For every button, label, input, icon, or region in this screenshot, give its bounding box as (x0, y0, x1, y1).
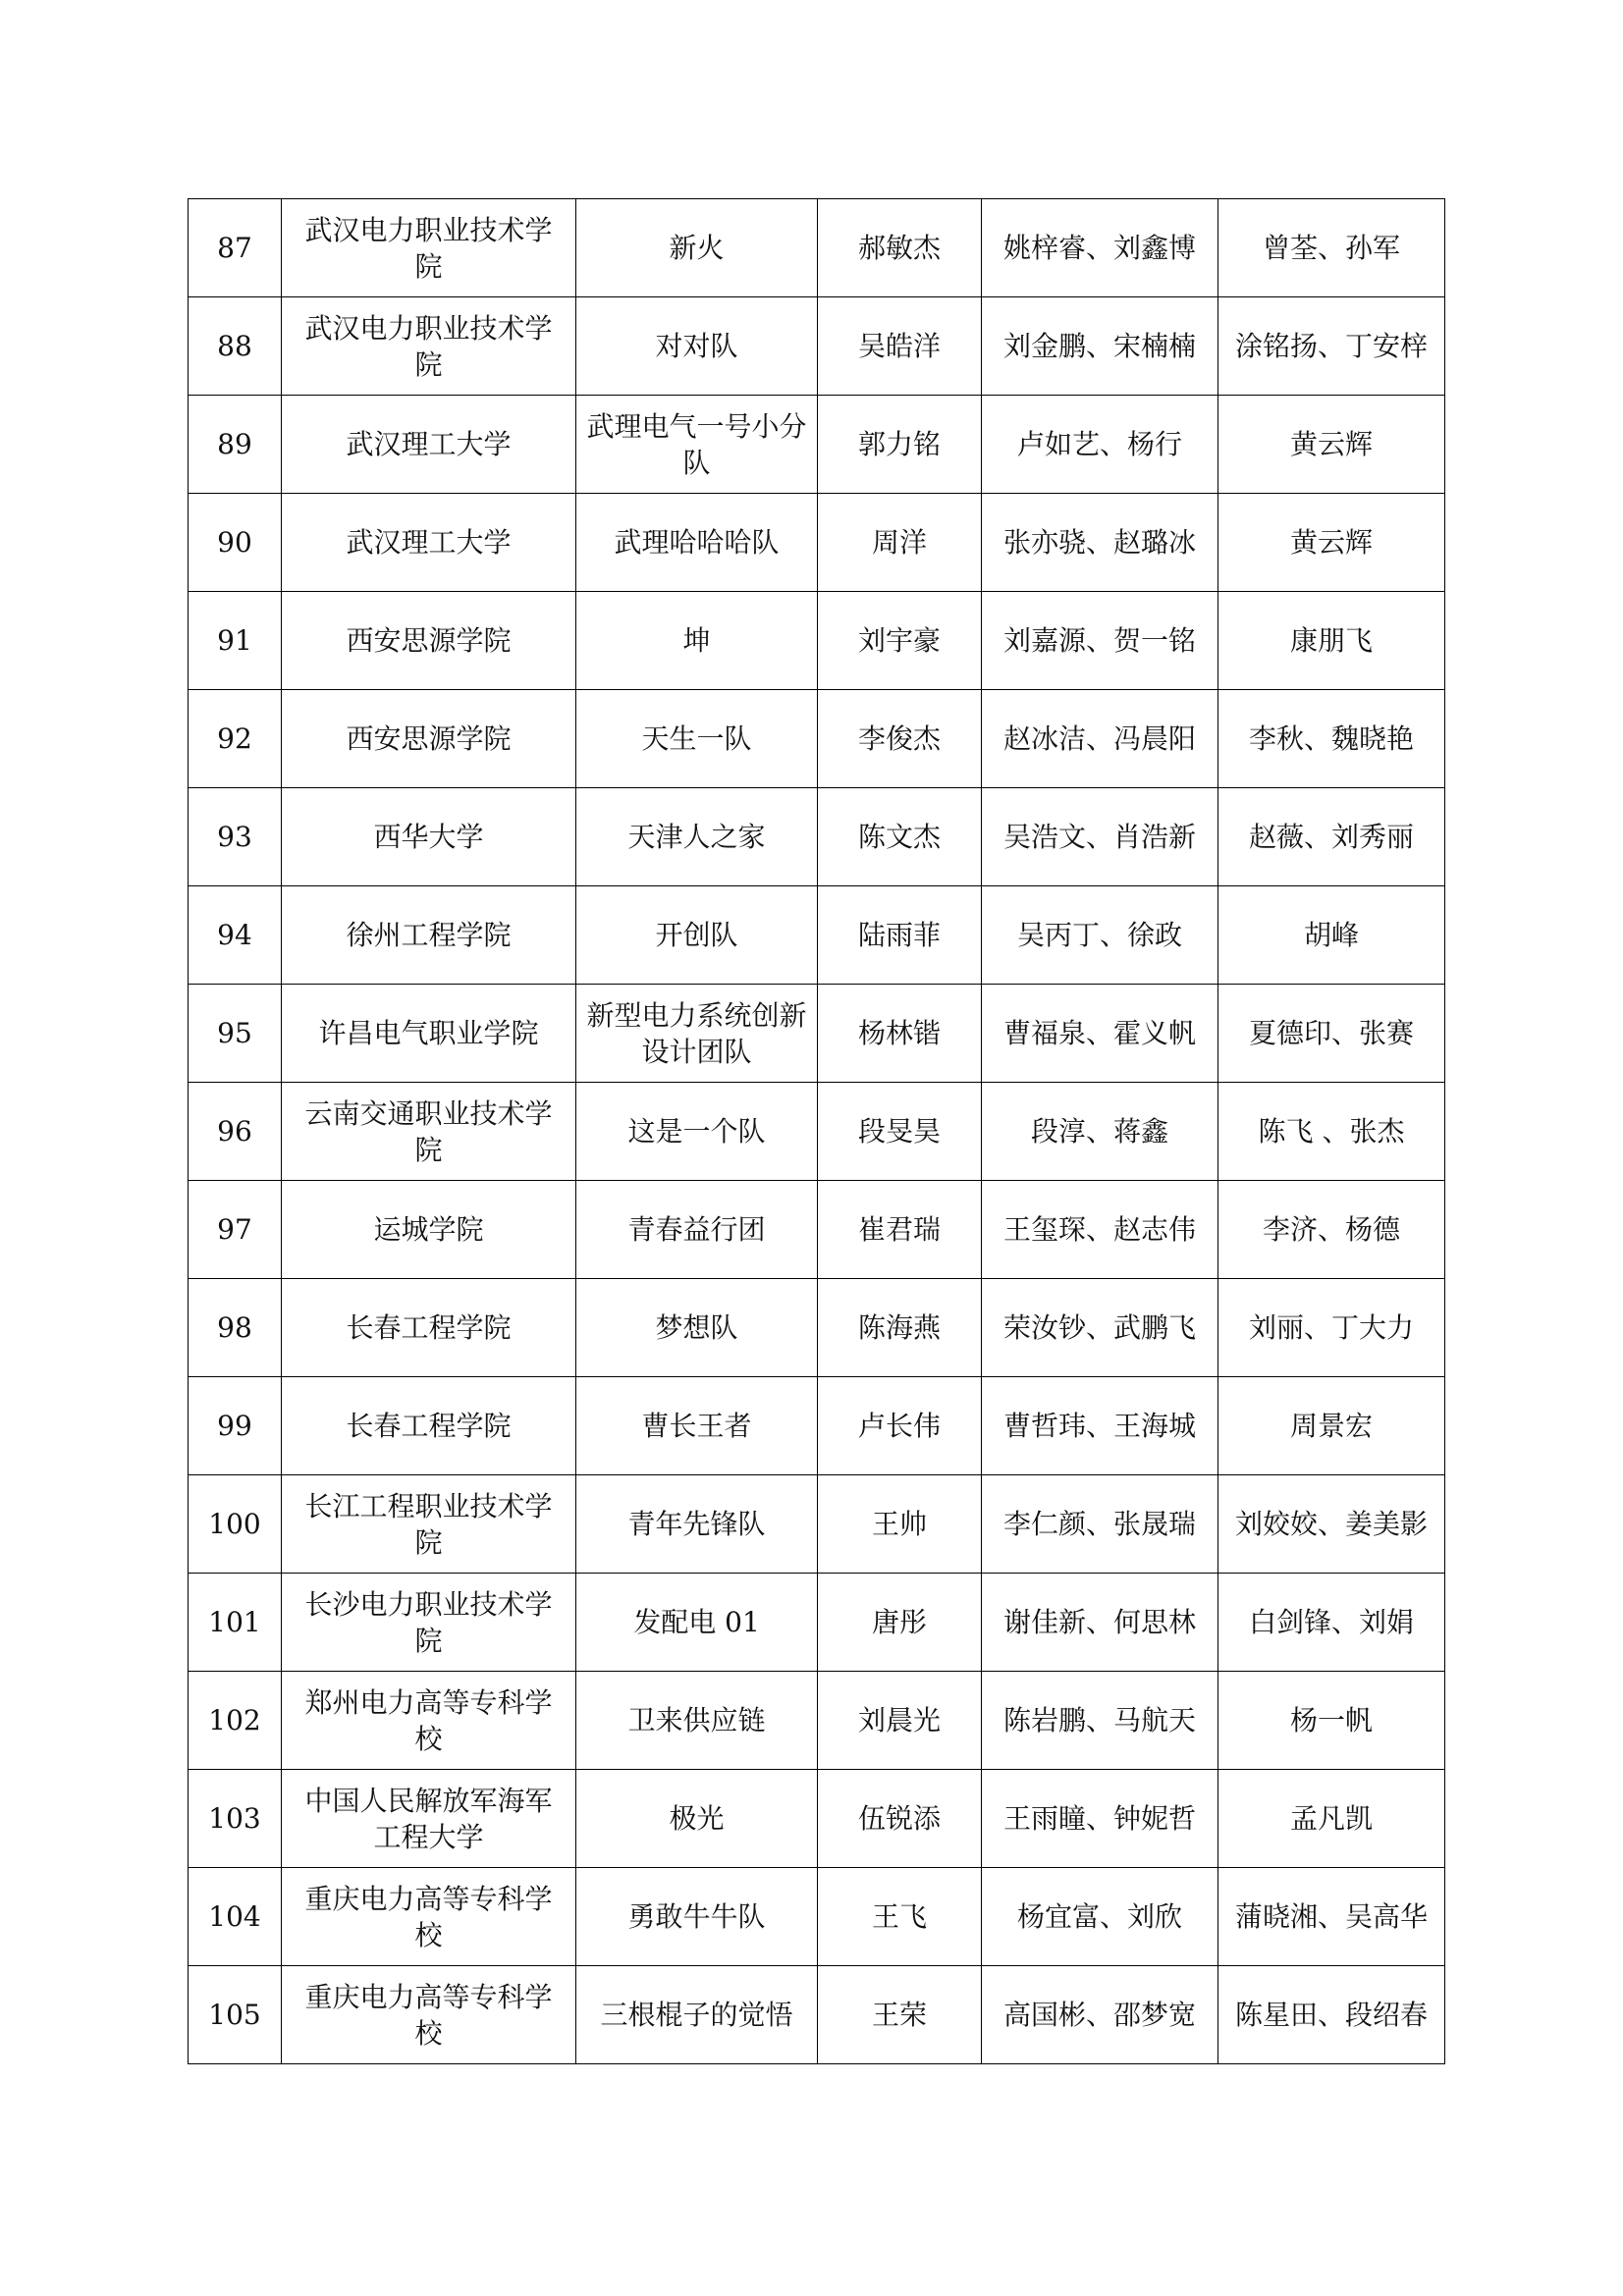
team-name-cell: 武理哈哈哈队 (576, 494, 818, 592)
team-members-cell: 高国彬、邵梦宽 (982, 1966, 1218, 2064)
team-name-cell: 天生一队 (576, 690, 818, 788)
team-leader-cell: 王飞 (818, 1868, 982, 1966)
advisors-cell: 孟凡凯 (1218, 1770, 1445, 1868)
school-cell: 西安思源学院 (282, 592, 576, 690)
school-cell: 西安思源学院 (282, 690, 576, 788)
table-row (189, 985, 1445, 1083)
team-members-cell: 杨宜富、刘欣 (982, 1868, 1218, 1966)
team-members-cell: 吴丙丁、徐政 (982, 886, 1218, 985)
team-leader-cell: 唐彤 (818, 1574, 982, 1672)
team-leader-cell: 段旻昊 (818, 1083, 982, 1181)
team-members-cell: 谢佳新、何思林 (982, 1574, 1218, 1672)
school-cell: 长春工程学院 (282, 1279, 576, 1377)
school-cell: 武汉理工大学 (282, 494, 576, 592)
table-row (189, 886, 1445, 985)
row-number-cell: 98 (189, 1279, 282, 1377)
team-leader-cell: 刘宇豪 (818, 592, 982, 690)
roster-table-body (189, 199, 1445, 2064)
advisors-cell: 胡峰 (1218, 886, 1445, 985)
team-leader-cell: 王荣 (818, 1966, 982, 2064)
advisors-cell: 李秋、魏晓艳 (1218, 690, 1445, 788)
advisors-cell: 白剑锋、刘娟 (1218, 1574, 1445, 1672)
team-members-cell: 王玺琛、赵志伟 (982, 1181, 1218, 1279)
table-row (189, 1574, 1445, 1672)
row-number-cell: 103 (189, 1770, 282, 1868)
team-members-cell: 赵冰洁、冯晨阳 (982, 690, 1218, 788)
team-name-cell: 青春益行团 (576, 1181, 818, 1279)
row-number-cell: 92 (189, 690, 282, 788)
team-leader-cell: 王帅 (818, 1475, 982, 1574)
advisors-cell: 蒲晓湘、吴高华 (1218, 1868, 1445, 1966)
team-name-cell: 新火 (576, 199, 818, 297)
row-number-cell: 105 (189, 1966, 282, 2064)
row-number-cell: 95 (189, 985, 282, 1083)
school-cell: 长春工程学院 (282, 1377, 576, 1475)
team-name-cell: 发配电 01 (576, 1574, 818, 1672)
school-cell: 武汉理工大学 (282, 396, 576, 494)
school-cell: 重庆电力高等专科学校 (282, 1868, 576, 1966)
table-row (189, 1181, 1445, 1279)
team-members-cell: 刘金鹏、宋楠楠 (982, 297, 1218, 396)
team-members-cell: 卢如艺、杨行 (982, 396, 1218, 494)
team-members-cell: 曹哲玮、王海城 (982, 1377, 1218, 1475)
row-number-cell: 87 (189, 199, 282, 297)
team-name-cell: 勇敢牛牛队 (576, 1868, 818, 1966)
table-row (189, 1672, 1445, 1770)
team-name-cell: 梦想队 (576, 1279, 818, 1377)
advisors-cell: 陈飞 、张杰 (1218, 1083, 1445, 1181)
row-number-cell: 91 (189, 592, 282, 690)
team-members-cell: 吴浩文、肖浩新 (982, 788, 1218, 886)
table-row (189, 494, 1445, 592)
school-cell: 云南交通职业技术学院 (282, 1083, 576, 1181)
team-leader-cell: 郭力铭 (818, 396, 982, 494)
team-leader-cell: 李俊杰 (818, 690, 982, 788)
team-members-cell: 刘嘉源、贺一铭 (982, 592, 1218, 690)
advisors-cell: 李济、杨德 (1218, 1181, 1445, 1279)
team-name-cell: 坤 (576, 592, 818, 690)
team-leader-cell: 卢长伟 (818, 1377, 982, 1475)
team-members-cell: 姚梓睿、刘鑫博 (982, 199, 1218, 297)
school-cell: 武汉电力职业技术学院 (282, 297, 576, 396)
row-number-cell: 94 (189, 886, 282, 985)
school-cell: 西华大学 (282, 788, 576, 886)
row-number-cell: 93 (189, 788, 282, 886)
team-members-cell: 李仁颜、张晟瑞 (982, 1475, 1218, 1574)
row-number-cell: 104 (189, 1868, 282, 1966)
row-number-cell: 100 (189, 1475, 282, 1574)
table-row (189, 1770, 1445, 1868)
row-number-cell: 88 (189, 297, 282, 396)
team-name-cell: 曹长王者 (576, 1377, 818, 1475)
team-leader-cell: 刘晨光 (818, 1672, 982, 1770)
row-number-cell: 97 (189, 1181, 282, 1279)
team-name-cell: 极光 (576, 1770, 818, 1868)
advisors-cell: 黄云辉 (1218, 494, 1445, 592)
table-row (189, 592, 1445, 690)
school-cell: 运城学院 (282, 1181, 576, 1279)
team-leader-cell: 郝敏杰 (818, 199, 982, 297)
school-cell: 长沙电力职业技术学院 (282, 1574, 576, 1672)
team-leader-cell: 陈文杰 (818, 788, 982, 886)
advisors-cell: 刘姣姣、姜美影 (1218, 1475, 1445, 1574)
table-row (189, 396, 1445, 494)
team-leader-cell: 杨林锴 (818, 985, 982, 1083)
table-row (189, 1868, 1445, 1966)
team-name-cell: 天津人之家 (576, 788, 818, 886)
row-number-cell: 102 (189, 1672, 282, 1770)
advisors-cell: 赵薇、刘秀丽 (1218, 788, 1445, 886)
team-name-cell: 武理电气一号小分队 (576, 396, 818, 494)
school-cell: 中国人民解放军海军工程大学 (282, 1770, 576, 1868)
team-members-cell: 曹福泉、霍义帆 (982, 985, 1218, 1083)
team-leader-cell: 伍锐添 (818, 1770, 982, 1868)
team-name-cell: 对对队 (576, 297, 818, 396)
school-cell: 重庆电力高等专科学校 (282, 1966, 576, 2064)
school-cell: 长江工程职业技术学院 (282, 1475, 576, 1574)
row-number-cell: 99 (189, 1377, 282, 1475)
team-roster-table (188, 198, 1445, 2064)
team-name-cell: 这是一个队 (576, 1083, 818, 1181)
table-row (189, 1475, 1445, 1574)
advisors-cell: 康朋飞 (1218, 592, 1445, 690)
table-row (189, 788, 1445, 886)
team-members-cell: 王雨瞳、钟妮哲 (982, 1770, 1218, 1868)
team-leader-cell: 吴皓洋 (818, 297, 982, 396)
table-row (189, 690, 1445, 788)
row-number-cell: 89 (189, 396, 282, 494)
team-name-cell: 开创队 (576, 886, 818, 985)
team-name-cell: 三根棍子的觉悟 (576, 1966, 818, 2064)
advisors-cell: 周景宏 (1218, 1377, 1445, 1475)
team-members-cell: 陈岩鹏、马航天 (982, 1672, 1218, 1770)
roster-page (188, 198, 1444, 2064)
team-members-cell: 荣汝钞、武鹏飞 (982, 1279, 1218, 1377)
school-cell: 许昌电气职业学院 (282, 985, 576, 1083)
advisors-cell: 夏德印、张赛 (1218, 985, 1445, 1083)
team-name-cell: 卫来供应链 (576, 1672, 818, 1770)
team-leader-cell: 陈海燕 (818, 1279, 982, 1377)
team-leader-cell: 崔君瑞 (818, 1181, 982, 1279)
school-cell: 郑州电力高等专科学校 (282, 1672, 576, 1770)
team-leader-cell: 陆雨菲 (818, 886, 982, 985)
table-row (189, 1377, 1445, 1475)
table-row (189, 1966, 1445, 2064)
advisors-cell: 杨一帆 (1218, 1672, 1445, 1770)
row-number-cell: 96 (189, 1083, 282, 1181)
table-row (189, 1279, 1445, 1377)
team-members-cell: 段淳、蒋鑫 (982, 1083, 1218, 1181)
school-cell: 武汉电力职业技术学院 (282, 199, 576, 297)
table-row (189, 199, 1445, 297)
advisors-cell: 刘丽、丁大力 (1218, 1279, 1445, 1377)
advisors-cell: 陈星田、段绍春 (1218, 1966, 1445, 2064)
team-members-cell: 张亦骁、赵璐冰 (982, 494, 1218, 592)
advisors-cell: 曾荃、孙军 (1218, 199, 1445, 297)
team-name-cell: 新型电力系统创新设计团队 (576, 985, 818, 1083)
team-leader-cell: 周洋 (818, 494, 982, 592)
row-number-cell: 101 (189, 1574, 282, 1672)
advisors-cell: 涂铭扬、丁安梓 (1218, 297, 1445, 396)
table-row (189, 297, 1445, 396)
table-row (189, 1083, 1445, 1181)
team-name-cell: 青年先锋队 (576, 1475, 818, 1574)
school-cell: 徐州工程学院 (282, 886, 576, 985)
advisors-cell: 黄云辉 (1218, 396, 1445, 494)
row-number-cell: 90 (189, 494, 282, 592)
